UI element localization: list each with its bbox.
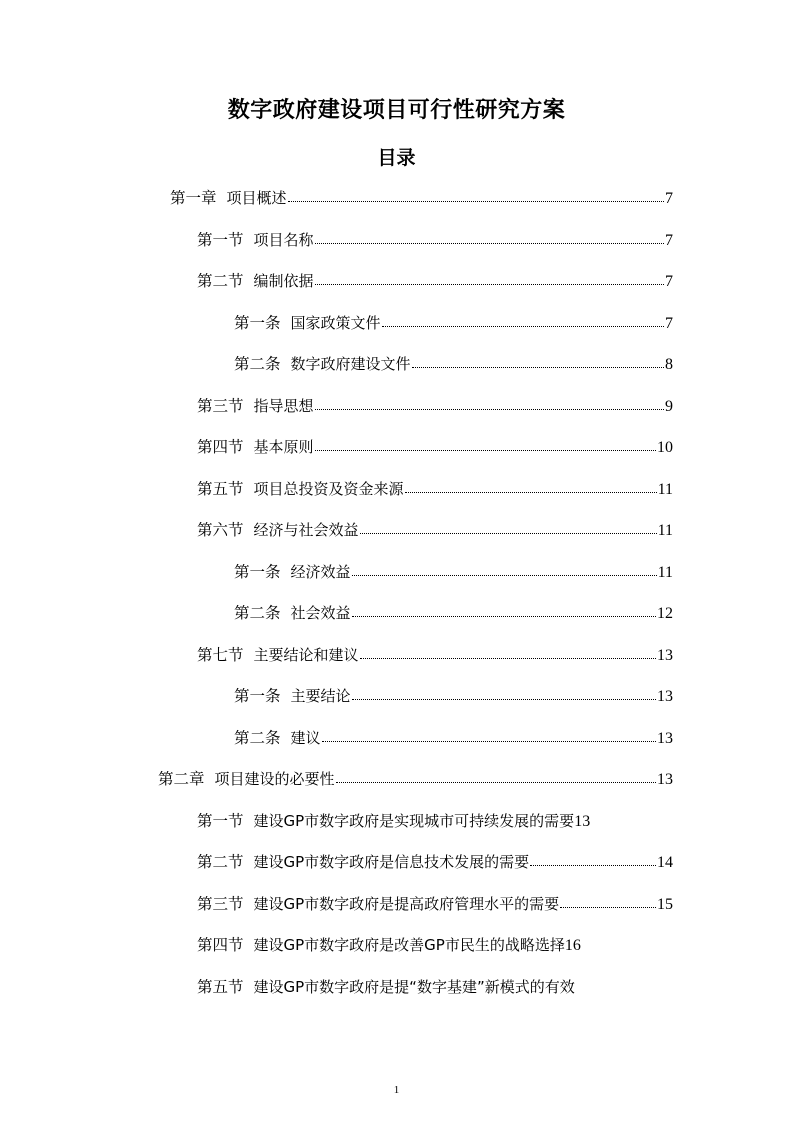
toc-entry-label: 建设GP市数字政府是实现城市可持续发展的需要 <box>253 812 575 830</box>
toc-entry-section[interactable] <box>197 848 673 876</box>
toc-entry-page: 11 <box>657 564 673 581</box>
toc-entry-page: 11 <box>657 522 673 539</box>
toc-entry-number: 第五节 <box>197 480 244 498</box>
toc-entry-label: 建议 <box>290 729 321 747</box>
toc-entry-label: 国家政策文件 <box>290 314 381 332</box>
toc-entry-label: 建设GP市数字政府是提高政府管理水平的需要 <box>253 895 560 913</box>
dot-leader <box>315 397 664 411</box>
toc-entry-page: 12 <box>657 605 673 622</box>
document-title: 数字政府建设项目可行性研究方案 <box>227 98 566 123</box>
toc-entry-page: 13 <box>657 771 673 788</box>
toc-entry-label: 指导思想 <box>253 397 314 415</box>
page-number: 1 <box>393 1084 400 1096</box>
toc-entry-section[interactable] <box>197 931 687 959</box>
dot-leader <box>530 853 656 867</box>
toc-entry-page: 13 <box>657 688 673 705</box>
toc-entry-number: 第二节 <box>197 272 244 290</box>
toc-entry-label: 编制依据 <box>253 272 314 290</box>
toc-entry-section[interactable] <box>197 641 673 669</box>
dot-leader <box>315 231 664 245</box>
toc-entry-number: 第二条 <box>234 729 281 747</box>
toc-entry-page: 7 <box>665 273 673 290</box>
toc-entry-number: 第二条 <box>234 604 281 622</box>
toc-entry-number: 第五节 <box>197 978 244 996</box>
dot-leader <box>315 438 656 452</box>
toc-entry-article[interactable] <box>234 558 673 586</box>
toc-entry-page: 13 <box>657 730 673 747</box>
toc-entry-number: 第四节 <box>197 936 244 954</box>
toc-entry-section[interactable] <box>197 890 673 918</box>
toc-entry-label: 项目概述 <box>226 189 287 207</box>
toc-entry-page: 7 <box>665 315 673 332</box>
toc-entry-page: 13 <box>574 813 591 830</box>
toc-entry-page: 15 <box>657 896 673 913</box>
toc-heading: 目录 <box>377 147 416 169</box>
toc-entry-page: 9 <box>665 398 673 415</box>
toc-entry-page: 10 <box>657 439 673 456</box>
toc-entry-number: 第一节 <box>197 812 244 830</box>
dot-leader <box>315 272 664 286</box>
toc-entry-article[interactable] <box>234 309 673 337</box>
dot-leader <box>352 604 656 618</box>
toc-entry-number: 第三节 <box>197 895 244 913</box>
toc-entry-label: 建设GP市数字政府是提“数字基建”新模式的有效 <box>253 978 575 996</box>
toc-entry-section[interactable] <box>197 392 673 420</box>
dot-leader <box>405 480 657 494</box>
toc-entry-chapter-1[interactable] <box>170 184 673 212</box>
toc-entry-number: 第七节 <box>197 646 244 664</box>
toc-entry-label: 项目建设的必要性 <box>214 770 335 788</box>
dot-leader <box>382 314 664 328</box>
toc-entry-number: 第一条 <box>234 687 281 705</box>
toc-entry-section[interactable] <box>197 516 673 544</box>
toc-entry-number: 第一条 <box>234 314 281 332</box>
dot-leader <box>360 521 657 535</box>
toc-entry-label: 基本原则 <box>253 438 314 456</box>
toc-entry-number: 第一章 <box>170 189 217 207</box>
toc-entry-label: 建设GP市数字政府是改善GP市民生的战略选择 <box>253 936 565 954</box>
toc-entry-page: 7 <box>665 232 673 249</box>
toc-entry-section[interactable] <box>197 433 673 461</box>
toc-entry-page: 11 <box>657 481 673 498</box>
toc-entry-label: 建设GP市数字政府是信息技术发展的需要 <box>253 853 530 871</box>
toc-entry-section[interactable] <box>197 267 673 295</box>
toc-entry-number: 第四节 <box>197 438 244 456</box>
toc-entry-section[interactable] <box>197 973 687 1001</box>
dot-leader <box>322 729 656 743</box>
toc-entry-label: 数字政府建设文件 <box>290 355 411 373</box>
toc-entry-number: 第二条 <box>234 355 281 373</box>
dot-leader <box>288 189 664 203</box>
toc-entry-number: 第二章 <box>158 770 205 788</box>
toc-entry-page: 8 <box>665 356 673 373</box>
toc-entry-chapter-2[interactable] <box>158 765 673 793</box>
toc-entry-number: 第三节 <box>197 397 244 415</box>
dot-leader <box>412 355 664 369</box>
toc-entry-article[interactable] <box>234 682 673 710</box>
toc-entry-label: 经济与社会效益 <box>253 521 359 539</box>
toc-entry-number: 第六节 <box>197 521 244 539</box>
toc-entry-page: 7 <box>665 190 673 207</box>
toc-entry-label: 主要结论 <box>290 687 351 705</box>
dot-leader <box>352 687 656 701</box>
toc-entry-page: 13 <box>657 647 673 664</box>
toc-entry-page: 16 <box>564 937 581 954</box>
toc-entry-section[interactable] <box>197 807 687 835</box>
toc-entry-number: 第二节 <box>197 853 244 871</box>
toc-entry-number: 第一条 <box>234 563 281 581</box>
toc-entry-label: 社会效益 <box>290 604 351 622</box>
toc-entry-page: 14 <box>657 854 673 871</box>
toc-entry-article[interactable] <box>234 724 673 752</box>
dot-leader <box>560 895 656 909</box>
dot-leader <box>336 770 656 784</box>
toc-entry-label: 项目名称 <box>253 231 314 249</box>
toc-entry-label: 主要结论和建议 <box>253 646 359 664</box>
toc-entry-label: 经济效益 <box>290 563 351 581</box>
toc-entry-article[interactable] <box>234 599 673 627</box>
toc-entry-article[interactable] <box>234 350 673 378</box>
dot-leader <box>360 646 656 660</box>
toc-entry-label: 项目总投资及资金来源 <box>253 480 404 498</box>
dot-leader <box>352 563 657 577</box>
toc-entry-section[interactable] <box>197 226 673 254</box>
toc-entry-number: 第一节 <box>197 231 244 249</box>
toc-entry-section[interactable] <box>197 475 673 503</box>
